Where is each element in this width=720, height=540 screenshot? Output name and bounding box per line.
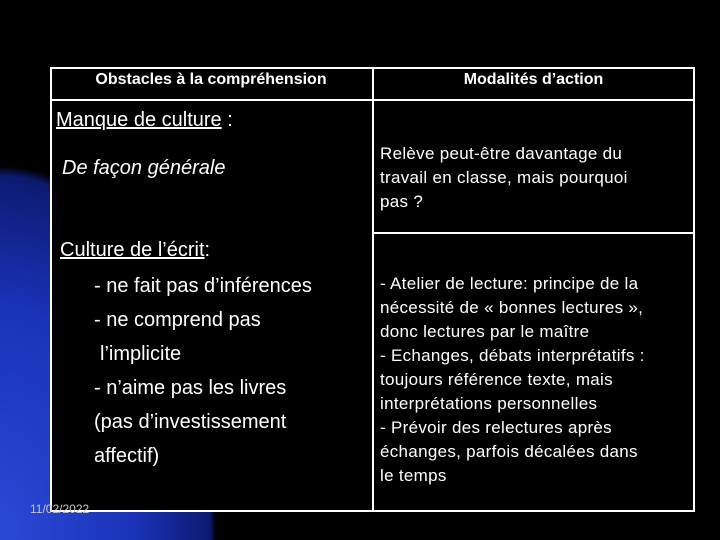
row1-right-line: pas ? — [380, 192, 424, 211]
row2-left-item: l’implicite — [100, 343, 182, 365]
row2-left-item: - n’aime pas les livres — [94, 377, 287, 399]
row2-right-line: - Echanges, débats interprétatifs : — [380, 346, 645, 365]
row1-right-text — [380, 142, 628, 214]
column-divider — [372, 67, 374, 512]
row2-left-title-line — [58, 235, 312, 265]
row2-right-line: échanges, parfois décalées dans — [380, 442, 638, 461]
row2-left-item: affectif) — [94, 445, 160, 467]
section-title-colon: : — [221, 109, 233, 131]
row2-right-text — [380, 272, 645, 488]
row2-right-line: - Prévoir des relectures après — [380, 418, 612, 437]
row2-left-item: - ne comprend pas — [94, 309, 261, 331]
row2-left-title: Culture de l’écrit — [60, 239, 205, 261]
row2-right-line: - Atelier de lecture: principe de la — [380, 274, 639, 293]
slide-date: 11/02/2022 — [30, 502, 90, 516]
row1-right-line: travail en classe, mais pourquoi — [380, 168, 628, 187]
row2-right-line: le temps — [380, 466, 447, 485]
row2-left-item: - ne fait pas d’inférences — [94, 275, 312, 297]
section-title-text: Manque de culture — [56, 109, 222, 131]
row2-right-line: donc lectures par le maître — [380, 322, 590, 341]
row1-left-text: De façon générale — [62, 157, 226, 179]
row2-right-line: interprétations personnelles — [380, 394, 598, 413]
header-obstacles: Obstacles à la compréhension — [95, 71, 327, 88]
header-divider — [50, 99, 695, 101]
row-divider — [372, 232, 695, 234]
section-title — [56, 109, 233, 132]
row1-right-line: Relève peut-être davantage du — [380, 144, 623, 163]
row2-right-line: toujours référence texte, mais — [380, 370, 613, 389]
row2-right-line: nécessité de « bonnes lectures », — [380, 298, 644, 317]
row2-left-text — [58, 235, 312, 471]
row2-left-colon: : — [204, 239, 211, 261]
row2-left-item: (pas d’investissement — [94, 411, 287, 433]
header-modalites: Modalités d’action — [463, 71, 604, 88]
